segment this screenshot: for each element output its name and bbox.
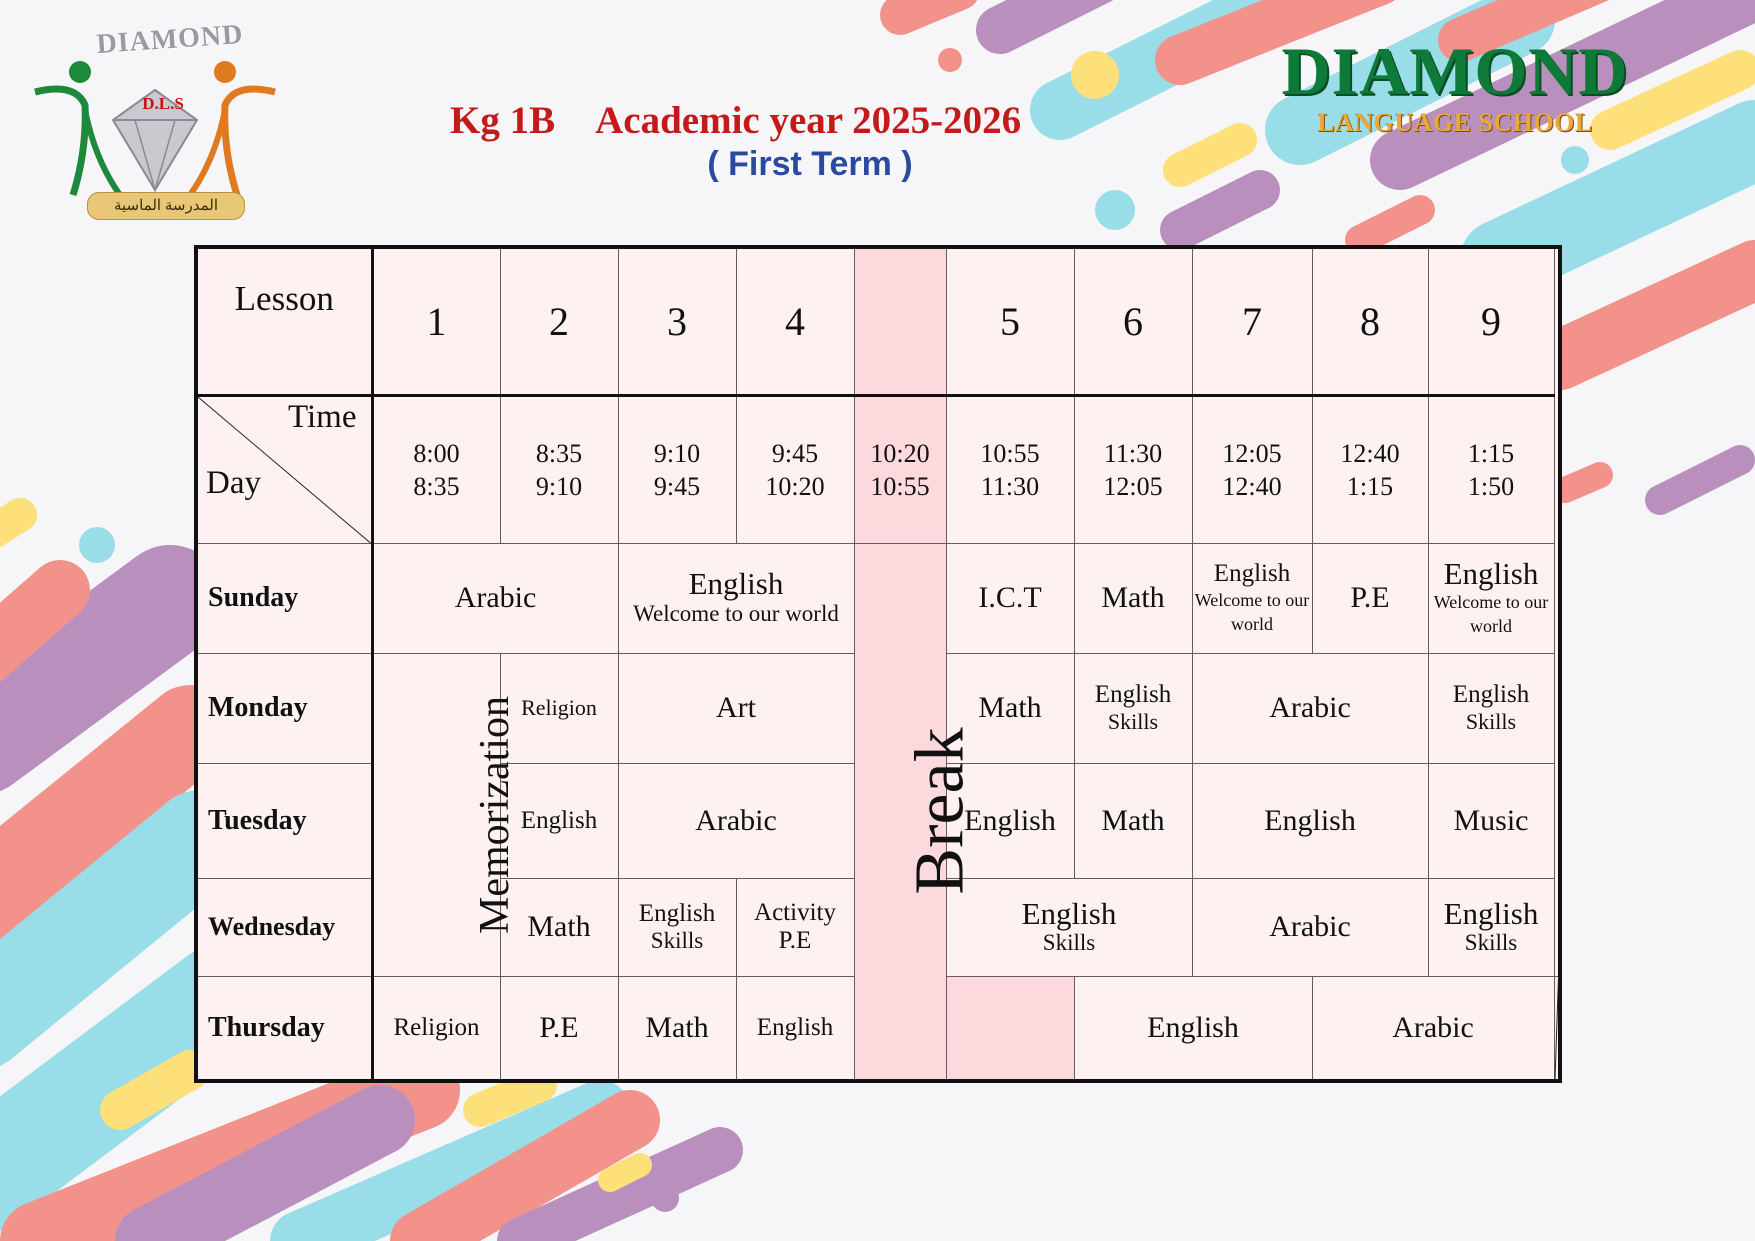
- subject-cell: English Skills: [1428, 878, 1554, 976]
- subject-cell: Religion: [372, 976, 500, 1081]
- day-label: Thursday: [196, 976, 372, 1081]
- subject-cell: P.E: [500, 976, 618, 1081]
- lesson-number: 5: [946, 247, 1074, 395]
- diagonal-strike-icon: [1555, 977, 1559, 1080]
- time-slot: 8:35 9:10: [500, 395, 618, 543]
- logo-initials: D.L.S: [142, 94, 184, 113]
- day-label: Tuesday: [196, 763, 372, 878]
- time-slot: 10:55 11:30: [946, 395, 1074, 543]
- subject-cell: Math: [1074, 763, 1192, 878]
- subject-cell: Math: [1074, 543, 1192, 653]
- subject-cell: Art: [618, 653, 854, 763]
- lesson-number: 4: [736, 247, 854, 395]
- subject-cell: I.C.T: [946, 543, 1074, 653]
- brand-name: DIAMOND: [1281, 33, 1629, 109]
- lesson-number: 7: [1192, 247, 1312, 395]
- subject-cell: English Welcome to our world: [1428, 543, 1554, 653]
- school-logo: [25, 20, 285, 235]
- subject-cell: English: [946, 763, 1074, 878]
- time-slot: 8:00 8:35: [372, 395, 500, 543]
- time-corner-label: Time: [288, 398, 357, 435]
- time-slot: 1:15 1:50: [1428, 395, 1554, 543]
- subject-cell: Arabic: [372, 543, 618, 653]
- day-label: Monday: [196, 653, 372, 763]
- subject-cell: Math: [618, 976, 736, 1081]
- subject-cell: Activity P.E: [736, 878, 854, 976]
- lesson-header-row: [196, 247, 1560, 395]
- subject-cell: Music: [1428, 763, 1554, 878]
- lesson-number: 8: [1312, 247, 1428, 395]
- subject-cell: Arabic: [1192, 878, 1428, 976]
- subject-cell: Math: [946, 653, 1074, 763]
- subject-cell: Arabic: [1312, 976, 1554, 1081]
- lesson-number: 1: [372, 247, 500, 395]
- term-label: ( First Term ): [707, 145, 913, 183]
- subject-cell: English: [1192, 763, 1428, 878]
- time-slot: 12:40 1:15: [1312, 395, 1428, 543]
- time-slot: 9:10 9:45: [618, 395, 736, 543]
- school-brand: [1245, 33, 1665, 138]
- break-time-slot: 10:20 10:55: [854, 395, 946, 543]
- day-label: Sunday: [196, 543, 372, 653]
- time-slot: 11:30 12:05: [1074, 395, 1192, 543]
- time-slot: 9:45 10:20: [736, 395, 854, 543]
- subject-cell: English: [500, 763, 618, 878]
- break-cell-bottom: [946, 976, 1074, 1081]
- subject-cell: English Skills: [1074, 653, 1192, 763]
- subject-cell: English Skills: [946, 878, 1192, 976]
- day-label: Wednesday: [196, 878, 372, 976]
- lesson-number: 3: [618, 247, 736, 395]
- time-slot: 12:05 12:40: [1192, 395, 1312, 543]
- logo-ribbon: المدرسة الماسية: [87, 192, 245, 220]
- subject-cell: English Skills: [618, 878, 736, 976]
- subject-cell: English Welcome to our world: [618, 543, 854, 653]
- lesson-number: 2: [500, 247, 618, 395]
- subject-cell: Religion: [500, 653, 618, 763]
- academic-year: Academic year 2025-2026: [595, 99, 1022, 142]
- lesson-header-label: Lesson: [196, 247, 372, 395]
- subject-cell: English: [1074, 976, 1312, 1081]
- day-corner-label: Day: [206, 464, 261, 501]
- time-row: [196, 395, 1560, 543]
- memorization-cell: Memorization: [372, 653, 500, 976]
- time-day-corner-cell: [196, 395, 372, 543]
- subject-cell: English Skills: [1428, 653, 1554, 763]
- logo-wordmark: DIAMOND: [95, 18, 245, 61]
- subject-cell: P.E: [1312, 543, 1428, 653]
- subject-cell: Arabic: [1192, 653, 1428, 763]
- lesson-number: 9: [1428, 247, 1554, 395]
- empty-slot-cell: [1554, 976, 1560, 1081]
- break-cell: Break: [854, 543, 946, 1081]
- subject-cell: Math: [500, 878, 618, 976]
- class-name: Kg 1B: [450, 99, 556, 142]
- subject-cell: Arabic: [618, 763, 854, 878]
- subject-cell: English: [736, 976, 854, 1081]
- timetable: [194, 245, 1562, 1083]
- break-header-cell: [854, 247, 946, 395]
- brand-subtitle: LANGUAGE SCHOOL: [1317, 108, 1593, 137]
- page-title: [450, 98, 1130, 143]
- subject-cell: English Welcome to our world: [1192, 543, 1312, 653]
- day-row-sunday: [196, 543, 1560, 653]
- lesson-number: 6: [1074, 247, 1192, 395]
